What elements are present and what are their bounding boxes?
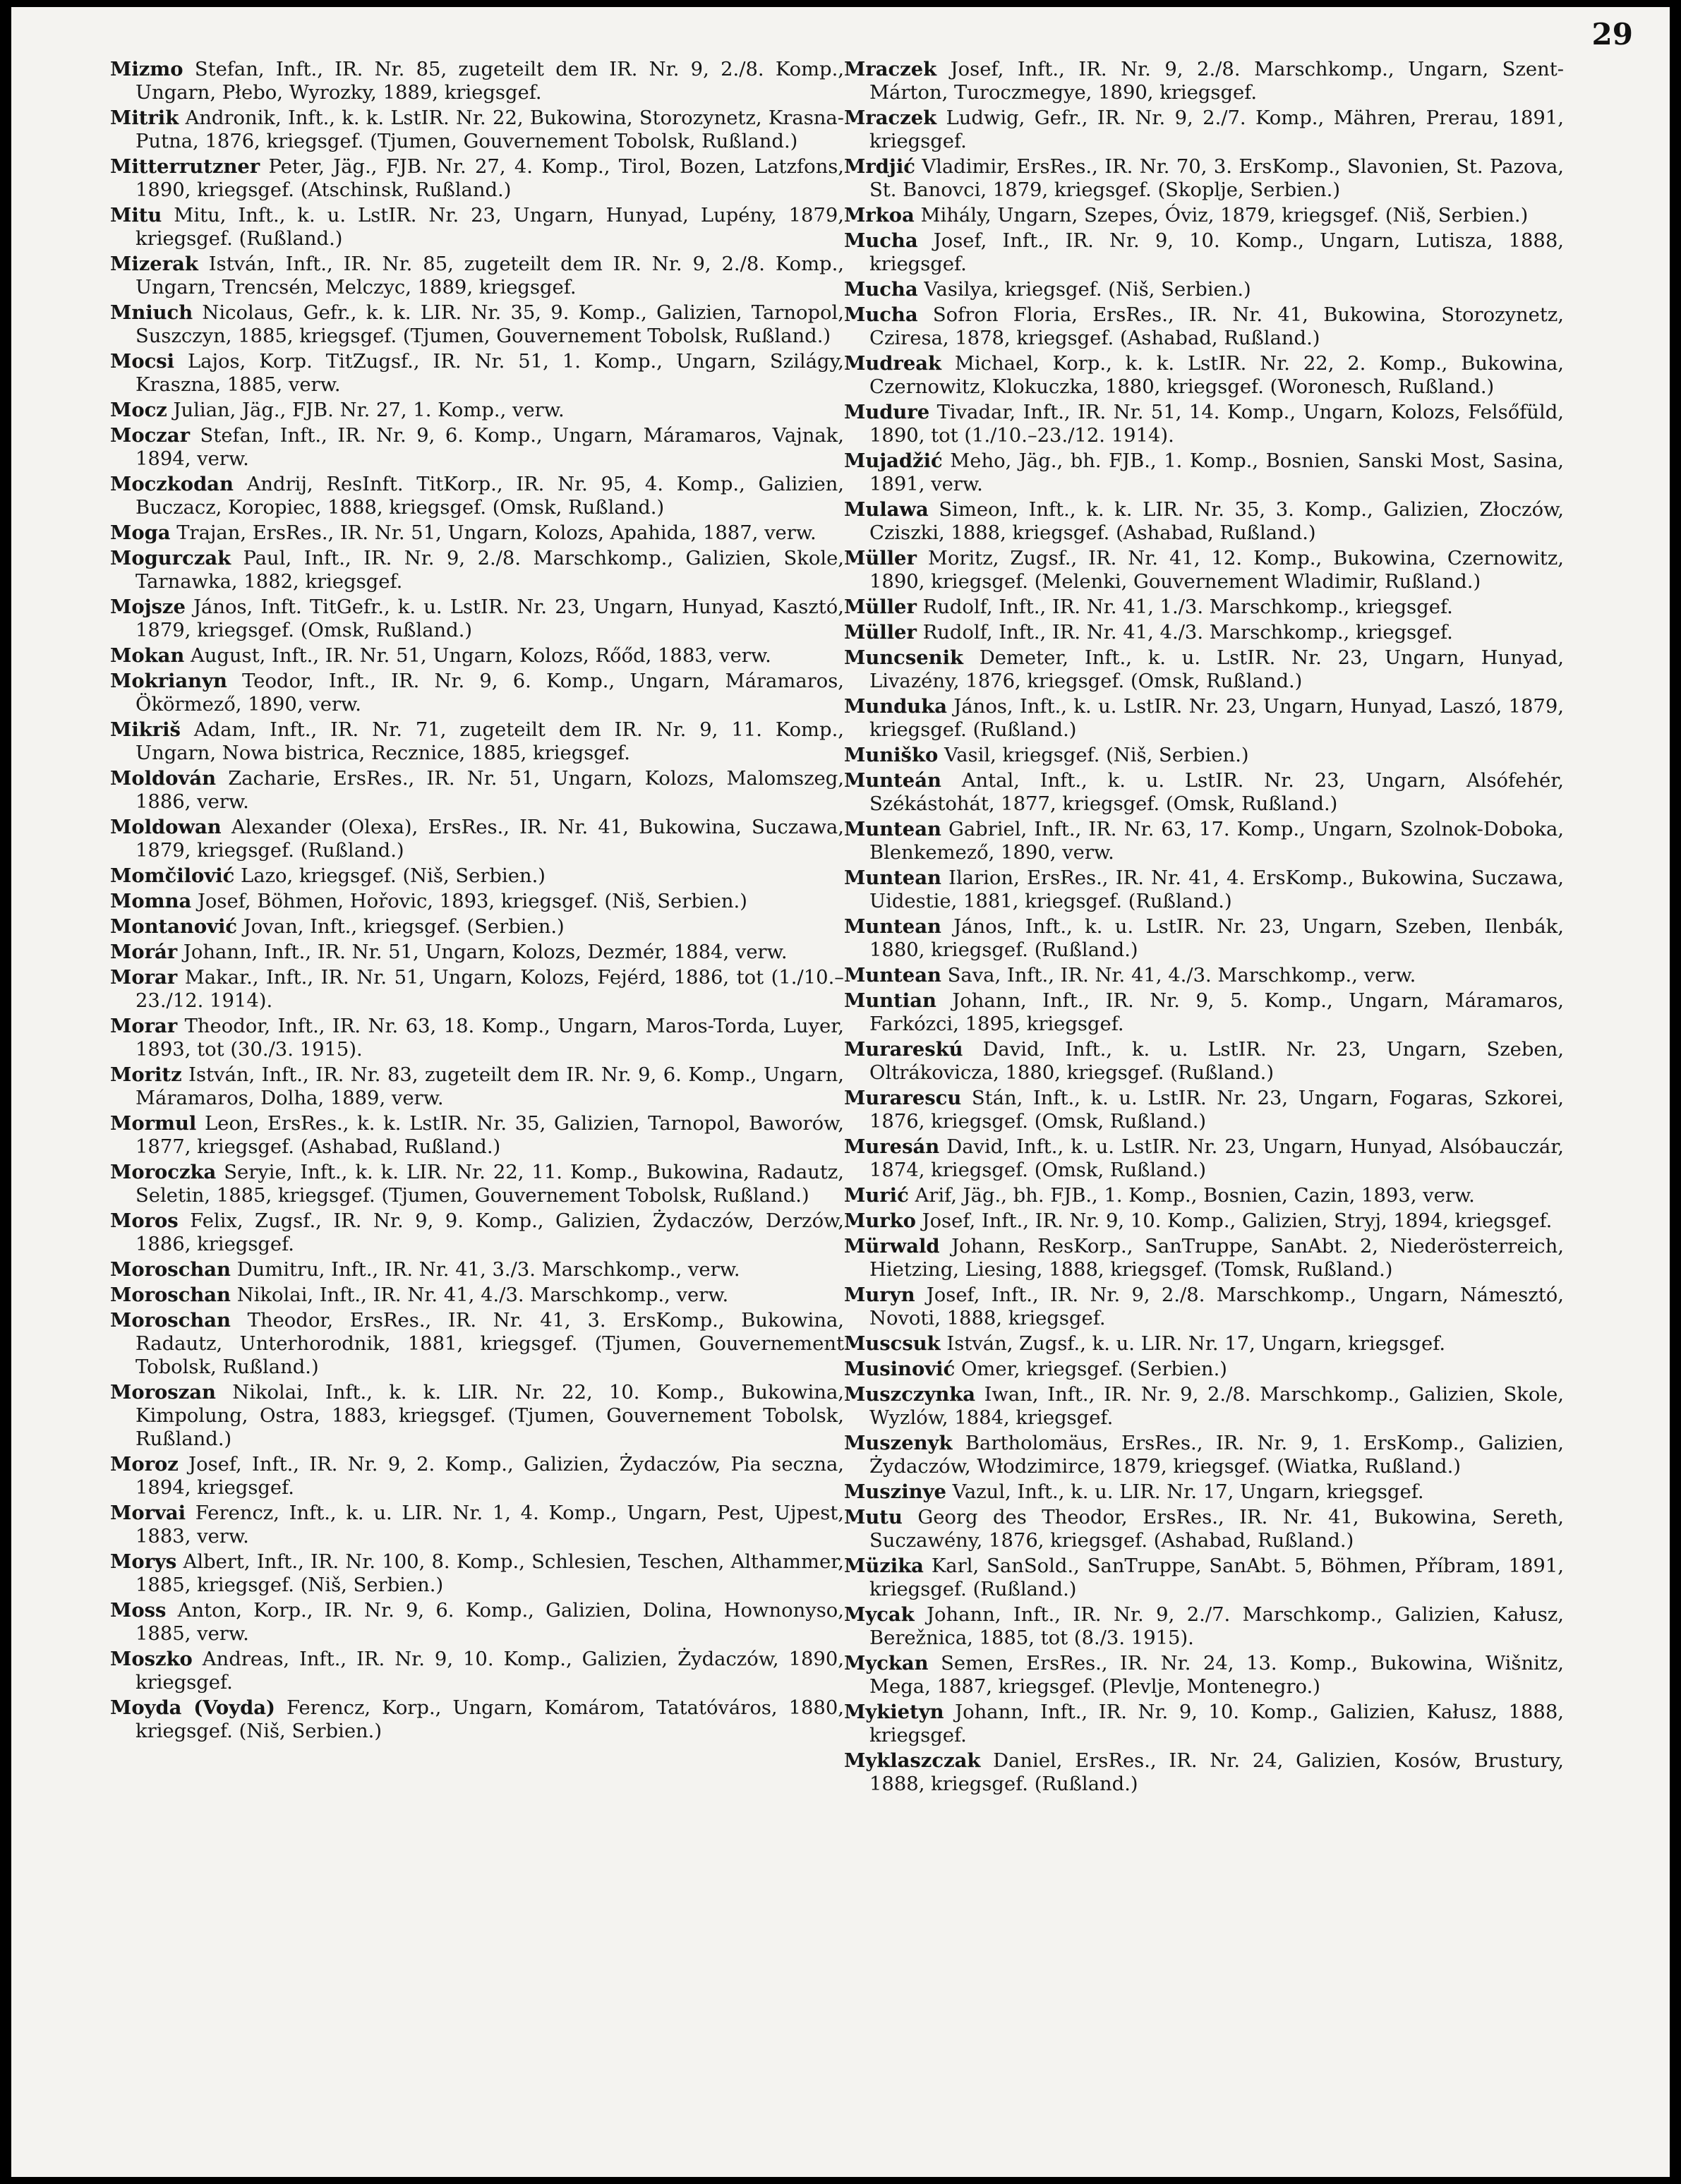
entry-surname: Mraczek [844,107,937,129]
entry-details: Felix, Zugsf., IR. Nr. 9, 9. Komp., Galizien, Żydaczów, Derzów, 1886, kriegsgef. [135,1210,844,1255]
right-column [844,58,1564,1798]
entry-details: Bartholomäus, ErsRes., IR. Nr. 9, 1. ErsKomp., Galizien, Żydaczów, Włodzimirce, 1879, kriegsgef. (Wiatka, Rußland.) [869,1432,1564,1478]
entry-surname: Muszczynka [844,1383,975,1406]
entry-details: Mitu, Inft., k. u. LstIR. Nr. 23, Ungarn, Hunyad, Lupény, 1879, kriegsgef. (Rußland.) [135,205,844,250]
casualty-entry [844,204,1564,227]
entry-surname: Munduka [844,695,947,718]
entry-details: Vladimir, ErsRes., IR. Nr. 70, 3. ErsKomp., Slavonien, St. Pazova, St. Banovci, 1879, kriegsgef. (Skoplje, Serbien.) [869,156,1564,201]
entry-surname: Müller [844,596,917,618]
entry-surname: Muntian [844,989,936,1012]
entry-details: Alexander (Olexa), ErsRes., IR. Nr. 41, Bukowina, Suczawa, 1879, kriegsgef. (Rußland.) [135,816,844,862]
entry-surname: Mocz [110,399,167,421]
entry-surname: Moros [110,1209,179,1232]
entry-details: Leon, ErsRes., k. k. LstIR. Nr. 35, Galizien, Tarnopol, Baworów, 1877, kriegsgef. (Ashabad, Rußland.) [135,1113,844,1158]
entry-details: Anton, Korp., IR. Nr. 9, 6. Komp., Galizien, Dolina, Hownonyso, 1885, verw. [135,1600,844,1645]
entry-surname: Mokan [110,644,185,667]
entry-details: Adam, Inft., IR. Nr. 71, zugeteilt dem IR. Nr. 9, 11. Komp., Ungarn, Nowa bistrica, Recznice, 1885, kriegsgef. [135,719,844,764]
entry-details: Demeter, Inft., k. u. LstIR. Nr. 23, Ungarn, Hunyad, Livazény, 1876, kriegsgef. (Omsk, Rußland.) [869,647,1564,692]
entry-surname: Moga [110,521,171,544]
entry-details: István, Inft., IR. Nr. 85, zugeteilt dem IR. Nr. 9, 2./8. Komp., Ungarn, Trencsén, Melczyc, 1889, kriegsgef. [135,253,844,298]
casualty-entry [110,1258,844,1281]
entry-surname: Mucha [844,229,918,252]
entry-surname: Mucha [844,278,918,301]
casualty-entry [844,1235,1564,1281]
casualty-entry [110,1502,844,1548]
entry-surname: Morar [110,966,178,989]
entry-surname: Moyda (Voyda) [110,1696,275,1719]
casualty-entry [110,816,844,862]
casualty-entry [844,1603,1564,1650]
casualty-entry [844,1652,1564,1699]
entry-surname: Mujadžić [844,450,943,472]
casualty-entry [844,547,1564,593]
entry-surname: Mogurczak [110,547,231,569]
entry-details: Theodor, ErsRes., IR. Nr. 41, 3. ErsKomp., Bukowina, Radautz, Unterhorodnik, 1881, kriegsgef. (Tjumen, Gouvernement Tobolsk, Rußland.) [135,1310,844,1378]
entry-surname: Mudreak [844,352,941,375]
entry-surname: Muscsuk [844,1332,941,1355]
entry-surname: Muntean [844,818,941,840]
casualty-entry [844,1555,1564,1601]
casualty-entry [844,1038,1564,1085]
entry-surname: Morys [110,1550,177,1573]
entry-surname: Mudure [844,401,930,423]
entry-details: Ferencz, Inft., k. u. LIR. Nr. 1, 4. Komp., Ungarn, Pest, Ujpest, 1883, verw. [135,1502,844,1547]
casualty-entry [110,1381,844,1451]
entry-surname: Muntean [844,867,941,889]
entry-details: Andreas, Inft., IR. Nr. 9, 10. Komp., Galizien, Żydaczów, 1890, kriegsgef. [135,1648,844,1694]
entry-surname: Murareskú [844,1038,963,1061]
entry-details: Johann, ResKorp., SanTruppe, SanAbt. 2, Niederösterreich, Hietzing, Liesing, 1888, kriegsgef. (Tomsk, Rußland.) [869,1236,1564,1281]
casualty-entry [110,399,844,422]
entry-surname: Montanović [110,915,238,938]
casualty-entry [844,1284,1564,1330]
casualty-entry [844,1480,1564,1504]
casualty-entry [844,1701,1564,1747]
casualty-entry [844,695,1564,742]
entry-surname: Moroschan [110,1309,231,1332]
entry-details: Dumitru, Inft., IR. Nr. 41, 3./3. Marschkomp., verw. [236,1259,740,1281]
entry-surname: Muntean [844,915,941,938]
entry-details: David, Inft., k. u. LstIR. Nr. 23, Ungarn, Hunyad, Alsóbauczár, 1874, kriegsgef. (Omsk, Rußland.) [869,1136,1564,1181]
entry-details: Michael, Korp., k. k. LstIR. Nr. 22, 2. Komp., Bukowina, Czernowitz, Klokuczka, 1880, kriegsgef. (Woronesch, Rußland.) [869,353,1564,398]
casualty-entry [110,155,844,202]
casualty-entry [844,915,1564,962]
casualty-entry [844,1135,1564,1182]
casualty-entry [844,401,1564,447]
entry-details: Josef, Inft., IR. Nr. 9, 2. Komp., Galizien, Żydaczów, Pia seczna, 1894, kriegsgef. [135,1454,844,1499]
casualty-entry [110,473,844,519]
casualty-entry [844,58,1564,104]
entry-surname: Mrdjić [844,155,915,178]
entry-details: Simeon, Inft., k. k. LIR. Nr. 35, 3. Komp., Galizien, Złoczów, Cziszki, 1888, kriegsgef. (Ashabad, Rußland.) [869,499,1564,544]
entry-details: Theodor, Inft., IR. Nr. 63, 18. Komp., Ungarn, Maros-Torda, Luyer, 1893, tot (30./3. 1915). [135,1015,844,1061]
entry-details: Seryie, Inft., k. k. LIR. Nr. 22, 11. Komp., Bukowina, Radautz, Seletin, 1885, kriegsgef. (Tjumen, Gouvernement Tobolsk, Rußland.) [135,1162,844,1207]
entry-surname: Moldowan [110,816,222,838]
casualty-entry [844,1184,1564,1207]
entry-details: Ilarion, ErsRes., IR. Nr. 41, 4. ErsKomp., Bukowina, Suczawa, Uidestie, 1881, kriegsgef. (Rußland.) [869,867,1564,912]
casualty-entry [844,621,1564,644]
entry-details: Josef, Inft., IR. Nr. 9, 10. Komp., Ungarn, Lutisza, 1888, kriegsgef. [869,230,1564,275]
entry-details: Teodor, Inft., IR. Nr. 9, 6. Komp., Ungarn, Máramaros, Ökörmező, 1890, verw. [135,670,844,716]
entry-surname: Mniuch [110,301,193,324]
entry-surname: Moritz [110,1063,182,1086]
entry-surname: Moroschan [110,1258,231,1281]
entry-surname: Mycak [844,1603,915,1626]
document-page [11,7,1670,2177]
casualty-entry [844,1358,1564,1381]
entry-surname: Moroz [110,1453,179,1476]
casualty-entry [110,966,844,1013]
entry-details: David, Inft., k. u. LstIR. Nr. 23, Ungarn, Szeben, Oltrákovicza, 1880, kriegsgef. (Rußland.) [869,1039,1564,1084]
entry-details: Josef, Böhmen, Hořovic, 1893, kriegsgef. (Niš, Serbien.) [197,891,747,912]
entry-surname: Muszenyk [844,1432,953,1454]
casualty-entry [110,547,844,593]
entry-details: Arif, Jäg., bh. FJB., 1. Komp., Bosnien, Cazin, 1893, verw. [915,1185,1475,1207]
casualty-entry [844,867,1564,913]
casualty-entry [844,229,1564,276]
entry-surname: Myckan [844,1652,929,1675]
entry-surname: Moss [110,1599,167,1622]
entry-details: Johann, Inft., IR. Nr. 9, 10. Komp., Galizien, Kałusz, 1888, kriegsgef. [869,1701,1564,1746]
casualty-entry [110,1112,844,1159]
casualty-entry [110,941,844,964]
entry-surname: Moczkodan [110,473,234,495]
entry-details: Josef, Inft., IR. Nr. 9, 10. Komp., Galizien, Stryj, 1894, kriegsgef. [922,1210,1553,1232]
entry-details: Tivadar, Inft., IR. Nr. 51, 14. Komp., Ungarn, Kolozs, Felsőfüld, 1890, tot (1./10.–23./12. 1914). [869,402,1564,447]
entry-details: Ludwig, Gefr., IR. Nr. 9, 2./7. Komp., Mähren, Prerau, 1891, kriegsgef. [869,107,1564,152]
casualty-entry [110,301,844,348]
casualty-entry [110,1309,844,1379]
entry-surname: Mraczek [844,58,937,80]
casualty-entry [110,718,844,765]
entry-details: Nicolaus, Gefr., k. k. LIR. Nr. 35, 9. Komp., Galizien, Tarnopol, Suszczyn, 1885, kriegsgef. (Tjumen, Gouvernement Tobolsk, Rußland.) [135,302,844,347]
entry-surname: Müzika [844,1555,924,1577]
casualty-entry [844,498,1564,545]
entry-surname: Mokrianyn [110,670,227,692]
casualty-entry [110,1284,844,1307]
entry-surname: Mürwald [844,1235,940,1257]
entry-details: Johann, Inft., IR. Nr. 51, Ungarn, Kolozs, Dezmér, 1884, verw. [183,941,788,963]
casualty-entry [110,644,844,668]
entry-details: Sofron Floria, ErsRes., IR. Nr. 41, Bukowina, Storozynetz, Cziresa, 1878, kriegsgef. (Ashabad, Rußland.) [869,304,1564,349]
entry-surname: Mrkoa [844,204,915,227]
entry-surname: Mulawa [844,498,929,521]
entry-surname: Muniško [844,744,939,766]
entry-surname: Musinović [844,1358,956,1380]
entry-surname: Muresán [844,1135,940,1158]
entry-details: István, Zugsf., k. u. LIR. Nr. 17, Ungarn, kriegsgef. [946,1333,1446,1355]
entry-surname: Müller [844,621,917,644]
casualty-entry [110,864,844,888]
casualty-entry [110,1161,844,1207]
casualty-entry [110,670,844,716]
entry-surname: Muryn [844,1284,915,1306]
casualty-entry [110,424,844,471]
entry-surname: Munteán [844,769,941,792]
entry-details: Nikolai, Inft., IR. Nr. 41, 4./3. Marschkomp., verw. [236,1284,729,1306]
casualty-entry [844,1749,1564,1796]
entry-surname: Mucha [844,303,918,326]
entry-details: Georg des Theodor, ErsRes., IR. Nr. 41, Bukowina, Sereth, Suczawény, 1876, kriegsgef. (Ashabad, Rußland.) [869,1507,1564,1552]
entry-surname: Myklaszczak [844,1749,981,1772]
casualty-entry [110,58,844,104]
entry-surname: Mojsze [110,596,186,618]
casualty-entry [110,350,844,397]
casualty-entry [844,646,1564,693]
entry-details: Julian, Jäg., FJB. Nr. 27, 1. Komp., verw. [173,399,565,421]
entry-surname: Moszko [110,1648,193,1670]
casualty-entry [844,303,1564,350]
casualty-entry [110,521,844,545]
entry-details: János, Inft. TitGefr., k. u. LstIR. Nr. 23, Ungarn, Hunyad, Kasztó, 1879, kriegsgef. (Omsk, Rußland.) [135,596,844,641]
entry-details: Stefan, Inft., IR. Nr. 85, zugeteilt dem IR. Nr. 9, 2./8. Komp., Ungarn, Płebo, Wyrozky, 1889, kriegsgef. [135,59,844,104]
entry-details: Moritz, Zugsf., IR. Nr. 41, 12. Komp., Bukowina, Czernowitz, 1890, kriegsgef. (Melenki, Gouvernement Wladimir, Rußland.) [869,548,1564,593]
casualty-entry [844,278,1564,301]
entry-details: Johann, Inft., IR. Nr. 9, 5. Komp., Ungarn, Máramaros, Farkózci, 1895, kriegsgef. [869,990,1564,1035]
casualty-entry [110,1209,844,1256]
entry-surname: Mormul [110,1112,197,1135]
entry-details: Mihály, Ungarn, Szepes, Óviz, 1879, kriegsgef. (Niš, Serbien.) [920,205,1529,227]
entry-details: Gabriel, Inft., IR. Nr. 63, 17. Komp., Ungarn, Szolnok-Doboka, Blenkemező, 1890, verw. [869,819,1564,864]
casualty-entry [844,1383,1564,1430]
entry-details: Johann, Inft., IR. Nr. 9, 2./7. Marschkomp., Galizien, Kałusz, Berežnica, 1885, tot (8./3. 1915). [869,1604,1564,1649]
entry-surname: Moldován [110,767,216,790]
casualty-entry [844,155,1564,202]
casualty-entry [110,915,844,939]
entry-details: Lazo, kriegsgef. (Niš, Serbien.) [241,865,546,887]
entry-details: Albert, Inft., IR. Nr. 100, 8. Komp., Schlesien, Teschen, Althammer, 1885, kriegsgef. (Niš, Serbien.) [135,1551,844,1596]
entry-surname: Murarescu [844,1087,962,1109]
entry-details: Rudolf, Inft., IR. Nr. 41, 4./3. Marschkomp., kriegsgef. [922,622,1453,644]
casualty-entry [110,1550,844,1597]
entry-details: Rudolf, Inft., IR. Nr. 41, 1./3. Marschkomp., kriegsgef. [922,596,1453,618]
entry-surname: Müller [844,547,917,569]
entry-surname: Morvai [110,1502,186,1524]
casualty-entry [844,596,1564,619]
entry-surname: Muncsenik [844,646,963,669]
casualty-entry [844,107,1564,153]
entry-details: Trajan, ErsRes., IR. Nr. 51, Ungarn, Kolozs, Apahida, 1887, verw. [176,522,817,544]
casualty-entry [110,1696,844,1743]
entry-details: Jovan, Inft., kriegsgef. (Serbien.) [243,916,565,938]
page-number: 29 [1591,17,1633,52]
entry-surname: Muntean [844,964,941,987]
entry-details: Meho, Jäg., bh. FJB., 1. Komp., Bosnien, Sanski Most, Sasina, 1891, verw. [869,450,1564,495]
entry-details: Andrij, ResInft. TitKorp., IR. Nr. 95, 4. Komp., Galizien, Buczacz, Koropiec, 1888, kriegsgef. (Omsk, Rußland.) [135,473,844,519]
entry-surname: Mitrik [110,107,179,129]
entry-surname: Mitterrutzner [110,155,260,178]
casualty-entry [110,1015,844,1061]
entry-details: Andronik, Inft., k. k. LstIR. Nr. 22, Bukowina, Storozynetz, Krasna-Putna, 1876, kriegsgef. (Tjumen, Gouvernement Tobolsk, Rußland.) [135,107,844,152]
entry-details: August, Inft., IR. Nr. 51, Ungarn, Kolozs, Rőőd, 1883, verw. [190,645,771,667]
casualty-entry [844,989,1564,1036]
left-column [110,58,844,1745]
casualty-entry [844,450,1564,496]
casualty-entry [110,1063,844,1110]
entry-details: Peter, Jäg., FJB. Nr. 27, 4. Komp., Tirol, Bozen, Latzfons, 1890, kriegsgef. (Atschinsk, Rußland.) [135,156,844,201]
entry-surname: Moroschan [110,1284,231,1306]
entry-surname: Morár [110,941,178,963]
entry-surname: Mutu [844,1506,903,1528]
entry-surname: Mikriš [110,718,181,741]
entry-details: Daniel, ErsRes., IR. Nr. 24, Galizien, Kosów, Brustury, 1888, kriegsgef. (Rußland.) [869,1750,1564,1795]
casualty-entry [844,1432,1564,1478]
entry-surname: Momčilović [110,864,235,887]
casualty-entry [844,1087,1564,1133]
entry-details: Stefan, Inft., IR. Nr. 9, 6. Komp., Ungarn, Máramaros, Vajnak, 1894, verw. [135,425,844,470]
casualty-entry [844,769,1564,816]
entry-surname: Morar [110,1015,178,1037]
entry-surname: Murko [844,1209,916,1232]
entry-surname: Murić [844,1184,909,1207]
entry-details: Paul, Inft., IR. Nr. 9, 2./8. Marschkomp., Galizien, Skole, Tarnawka, 1882, kriegsgef. [135,548,844,593]
entry-details: Josef, Inft., IR. Nr. 9, 2./8. Marschkomp., Ungarn, Szent-Márton, Turoczmegye, 1890, kriegsgef. [869,59,1564,104]
casualty-entry [844,964,1564,987]
entry-details: Karl, SanSold., SanTruppe, SanAbt. 5, Böhmen, Příbram, 1891, kriegsgef. (Rußland.) [869,1555,1564,1600]
entry-details: János, Inft., k. u. LstIR. Nr. 23, Ungarn, Hunyad, Laszó, 1879, kriegsgef. (Rußland.) [869,696,1564,741]
entry-surname: Momna [110,890,192,912]
entry-details: Semen, ErsRes., IR. Nr. 24, 13. Komp., Bukowina, Wišnitz, Mega, 1887, kriegsgef. (Plevlje, Montenegro.) [869,1653,1564,1698]
entry-surname: Mocsi [110,350,175,373]
casualty-entry [844,1209,1564,1233]
casualty-entry [844,818,1564,864]
entry-details: Lajos, Korp. TitZugsf., IR. Nr. 51, 1. Komp., Ungarn, Szilágy, Kraszna, 1885, verw. [135,351,844,396]
casualty-entry [110,1453,844,1500]
casualty-entry [844,1506,1564,1552]
entry-details: Josef, Inft., IR. Nr. 9, 2./8. Marschkomp., Ungarn, Námesztó, Novoti, 1888, kriegsgef. [869,1284,1564,1329]
entry-details: Makar., Inft., IR. Nr. 51, Ungarn, Kolozs, Fejérd, 1886, tot (1./10.–23./12. 1914). [135,967,844,1012]
entry-details: Zacharie, ErsRes., IR. Nr. 51, Ungarn, Kolozs, Malomszeg, 1886, verw. [135,768,844,813]
casualty-entry [110,1599,844,1646]
entry-surname: Mykietyn [844,1701,944,1723]
casualty-entry [110,1648,844,1694]
entry-surname: Muszinye [844,1480,946,1503]
entry-details: István, Inft., IR. Nr. 83, zugeteilt dem IR. Nr. 9, 6. Komp., Ungarn, Máramaros, Dolha, 1889, verw. [135,1064,844,1109]
casualty-entry [110,253,844,299]
entry-details: Sava, Inft., IR. Nr. 41, 4./3. Marschkomp., verw. [947,965,1416,987]
entry-surname: Mizmo [110,58,183,80]
casualty-entry [110,204,844,251]
entry-surname: Mizerak [110,253,198,275]
entry-surname: Moczar [110,424,190,447]
entry-details: János, Inft., k. u. LstIR. Nr. 23, Ungarn, Szeben, Ilenbák, 1880, kriegsgef. (Rußland.) [869,916,1564,961]
entry-surname: Mitu [110,204,162,227]
entry-details: Vasilya, kriegsgef. (Niš, Serbien.) [924,279,1251,301]
casualty-entry [844,744,1564,767]
casualty-entry [110,596,844,642]
casualty-entry [844,352,1564,399]
entry-details: Iwan, Inft., IR. Nr. 9, 2./8. Marschkomp., Galizien, Skole, Wyzlów, 1884, kriegsgef. [869,1384,1564,1429]
entry-details: Stán, Inft., k. u. LstIR. Nr. 23, Ungarn, Fogaras, Szkorei, 1876, kriegsgef. (Omsk, Rußland.) [869,1087,1564,1133]
entry-surname: Moroczka [110,1161,217,1183]
casualty-entry [110,890,844,913]
entry-details: Nikolai, Inft., k. k. LIR. Nr. 22, 10. Komp., Bukowina, Kimpolung, Ostra, 1883, kriegsgef. (Tjumen, Gouvernement Tobolsk, Rußland.) [135,1382,844,1450]
casualty-entry [110,107,844,153]
entry-details: Vasil, kriegsgef. (Niš, Serbien.) [944,744,1249,766]
entry-details: Omer, kriegsgef. (Serbien.) [960,1358,1227,1380]
casualty-entry [844,1332,1564,1356]
entry-details: Antal, Inft., k. u. LstIR. Nr. 23, Ungarn, Alsófehér, Székástohát, 1877, kriegsgef. (Omsk, Rußland.) [869,770,1564,815]
entry-details: Vazul, Inft., k. u. LIR. Nr. 17, Ungarn, kriegsgef. [952,1481,1424,1503]
entry-surname: Moroszan [110,1381,216,1404]
entry-details: Ferencz, Korp., Ungarn, Komárom, Tatatóváros, 1880, kriegsgef. (Niš, Serbien.) [135,1697,844,1742]
casualty-entry [110,767,844,814]
